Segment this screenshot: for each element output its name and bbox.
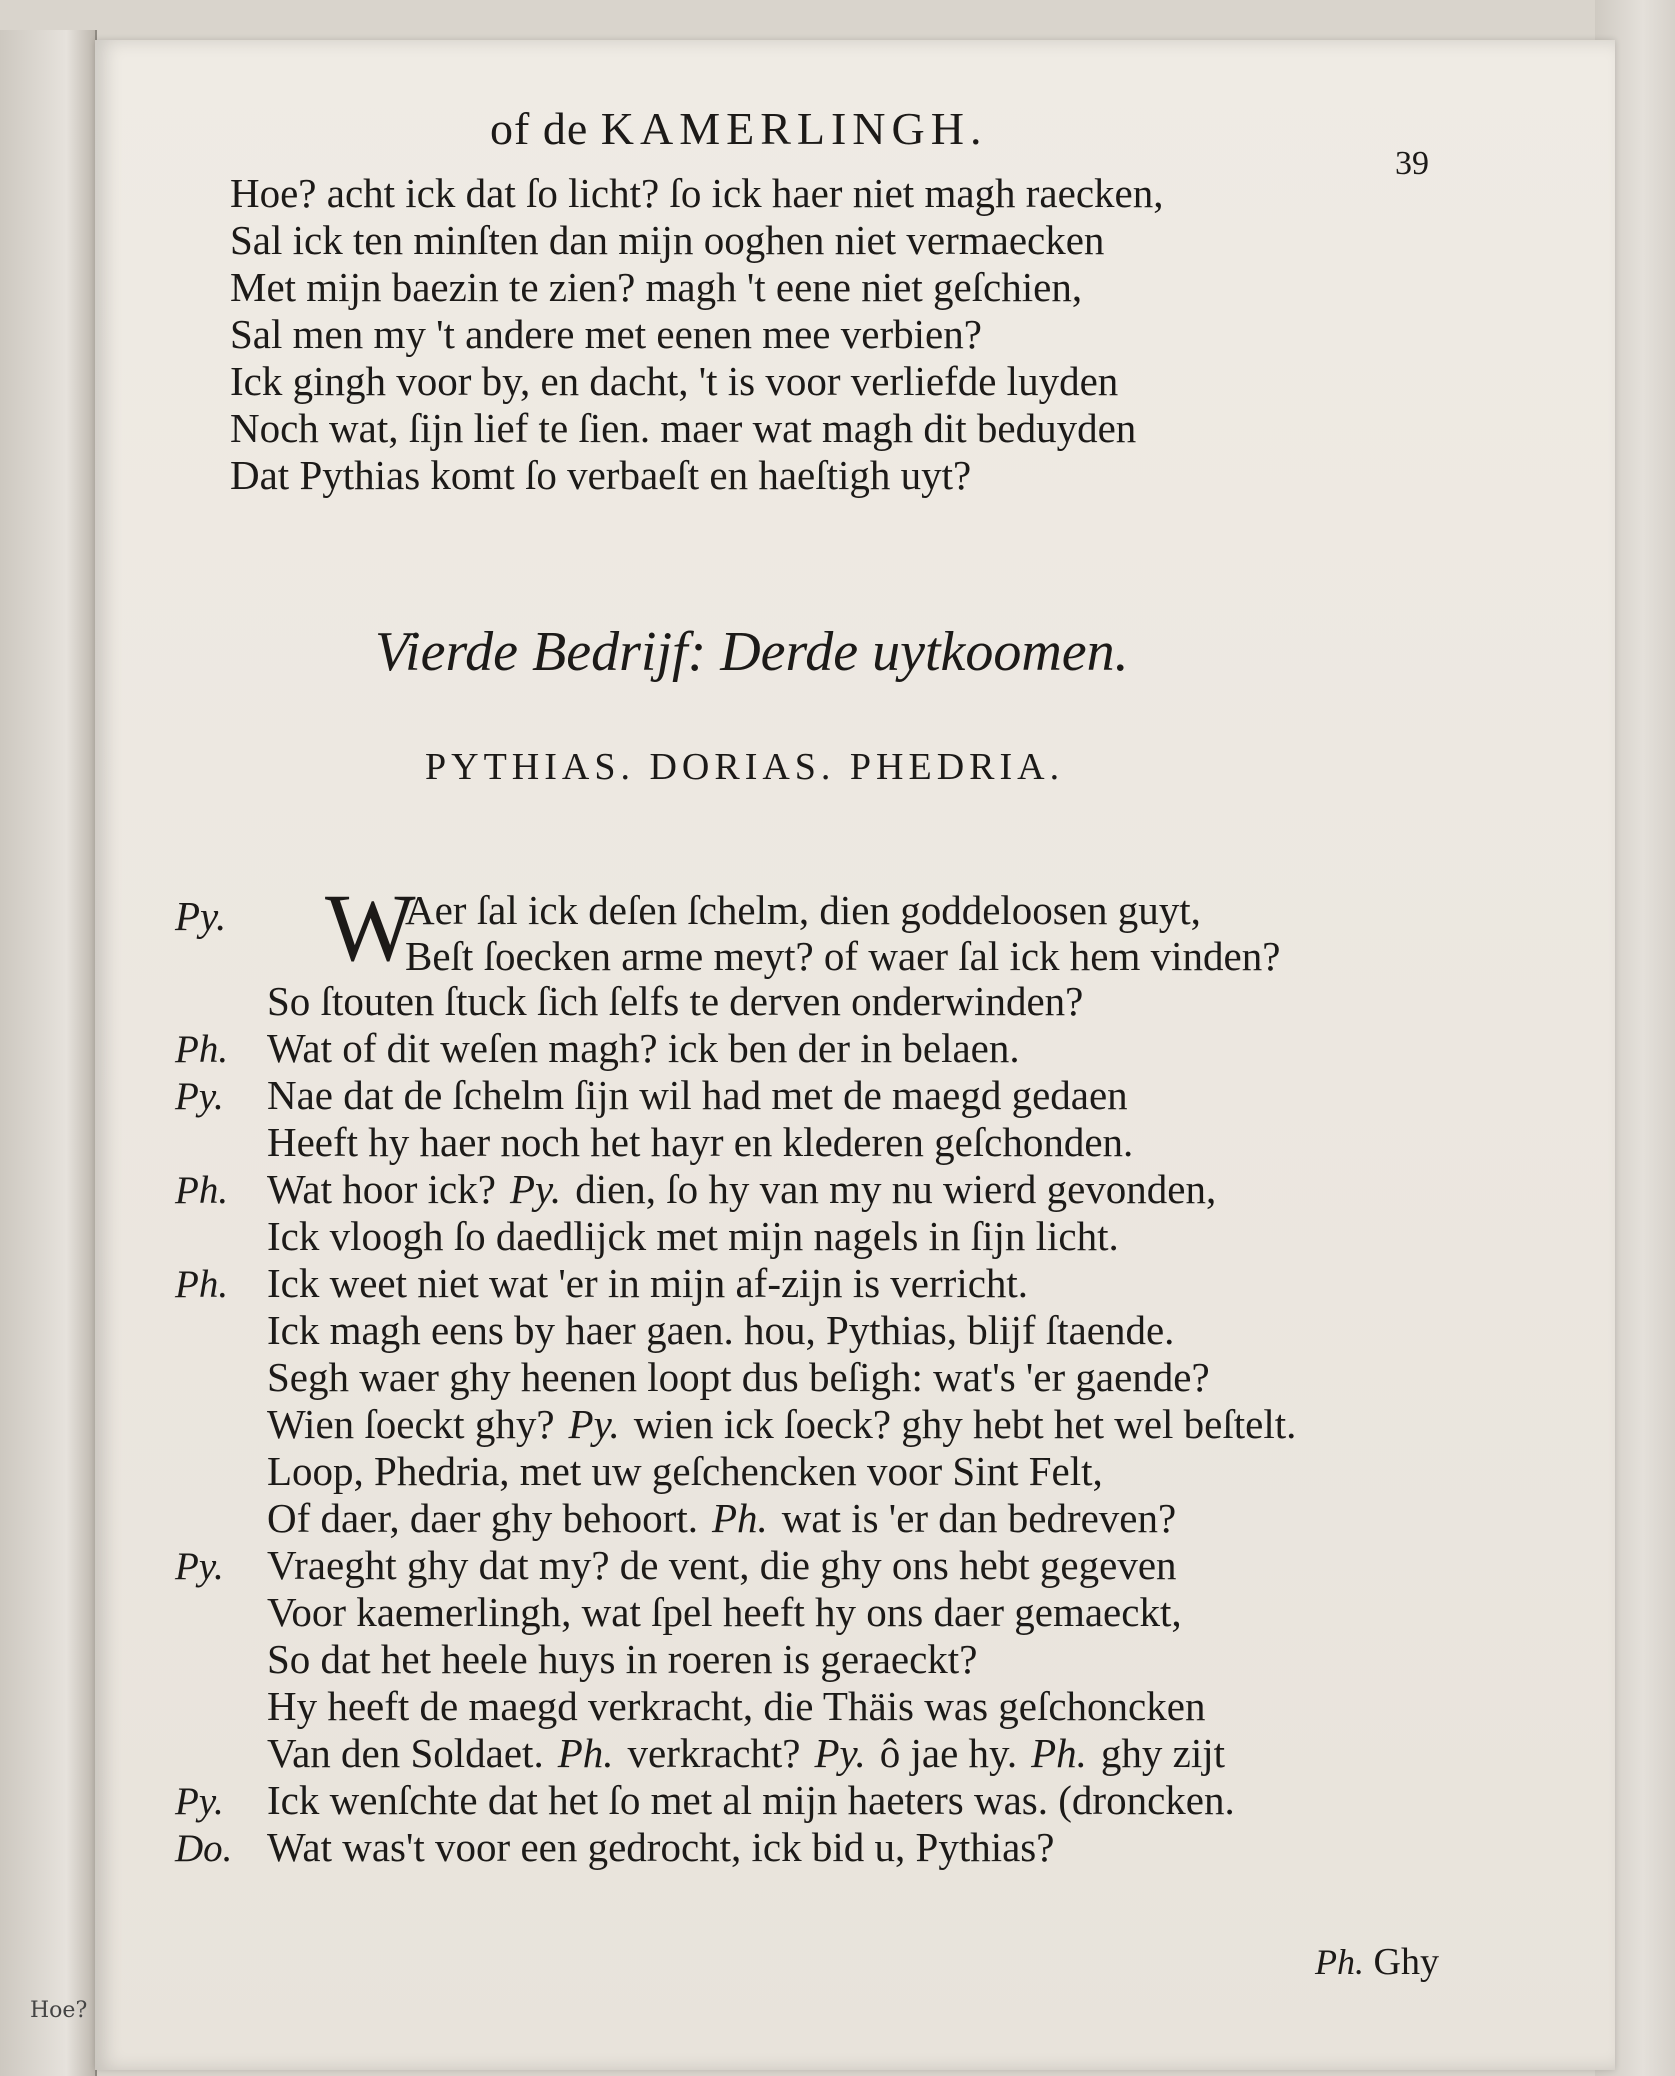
speaker-label: Ph. (175, 1169, 229, 1212)
first-speech-line-2: Beſt ſoecken arme meyt? of waer ſal ick hem vinden? (405, 933, 1281, 979)
dialogue-line (175, 1401, 1296, 1447)
dialogue-line (175, 1448, 1103, 1494)
line-text: Heeft hy haer noch het hayr en klederen geſchonden. (267, 1119, 1134, 1165)
line-text: Segh waer ghy heenen loopt dus beſigh: wat's 'er gaende? (267, 1354, 1210, 1400)
inline-speaker: Ph. (1031, 1730, 1087, 1776)
dialogue-line (175, 1307, 1174, 1353)
line-text: Loop, Phedria, met uw geſchencken voor Sint Felt, (267, 1448, 1103, 1494)
line-text: dien, ſo hy van my nu wierd gevonden, (575, 1166, 1217, 1212)
dialogue-line (175, 1683, 1205, 1729)
line-text: So ſtouten ſtuck ſich ſelfs te derven onderwinden? (267, 978, 1084, 1024)
dialogue-line (175, 1730, 1225, 1776)
inline-speaker: Ph. (557, 1730, 614, 1776)
line-text: Wat of dit weſen magh? ick ben der in belaen. (267, 1025, 1020, 1071)
speaker-label: Py. (175, 1075, 224, 1118)
dialogue-line (175, 1354, 1210, 1400)
inline-speaker: Ph. (711, 1495, 768, 1541)
dialogue-line (175, 1589, 1182, 1635)
line-text: Of daer, daer ghy behoort. (267, 1495, 698, 1541)
dialogue-line (175, 1072, 1128, 1120)
running-head-prefix: of de (490, 103, 601, 154)
dialogue-line (175, 1025, 1020, 1073)
catchword (1315, 1940, 1439, 1984)
running-head (490, 102, 987, 155)
catchword-speaker: Ph. (1315, 1942, 1364, 1982)
first-speech-line-1: Aer ſal ick deſen ſchelm, dien goddeloosen guyt, (405, 887, 1201, 933)
line-text: wien ick ſoeck? ghy hebt het wel beſtelt. (633, 1401, 1297, 1447)
dialogue-line (175, 1166, 1216, 1214)
verse-line: Noch wat, ſijn lief te ſien. maer wat magh dit beduyden (230, 405, 1137, 451)
dialogue-line (175, 1260, 1028, 1308)
line-text: (droncken. (1048, 1777, 1235, 1823)
verse-line: Dat Pythias komt ſo verbaeſt en haeſtigh uyt? (230, 452, 972, 498)
inline-speaker: Py. (814, 1730, 866, 1776)
dialogue-line (175, 1542, 1177, 1590)
dialogue-line (175, 1119, 1133, 1165)
line-text: ô jae hy. (879, 1730, 1018, 1776)
cast-list: PYTHIAS. DORIAS. PHEDRIA. (425, 746, 1065, 788)
verse-line: Ick gingh voor by, en dacht, 't is voor verliefde luyden (230, 358, 1119, 404)
inline-speaker: Py. (568, 1401, 620, 1447)
dialogue-line (175, 978, 1083, 1024)
line-text: Hy heeft de maegd verkracht, die Thäis was geſchoncken (267, 1683, 1206, 1729)
line-text: Voor kaemerlingh, wat ſpel heeft hy ons daer gemaeckt, (267, 1589, 1182, 1635)
line-text: Ick wenſchte dat het ſo met al mijn haeters was. (267, 1777, 1049, 1823)
drop-cap: W (325, 874, 416, 981)
line-text: So dat het heele huys in roeren is geraeckt? (267, 1636, 978, 1682)
line-text: wat is 'er dan bedreven? (781, 1495, 1177, 1541)
facing-page-fragment: Hoe? (30, 1998, 88, 2023)
facing-page-edge (0, 30, 97, 2076)
dialogue-line (175, 1495, 1176, 1541)
line-text: Vraeght ghy dat my? de vent, die ghy ons hebt gegeven (267, 1542, 1177, 1588)
verse-line: Sal ick ten minſten dan mijn ooghen niet vermaecken (230, 217, 1105, 263)
dialogue-line (175, 1213, 1119, 1259)
line-text: Ick magh eens by haer gaen. hou, Pythias, blijf ſtaende. (267, 1307, 1175, 1353)
line-text: Van den Soldaet. (267, 1730, 544, 1776)
running-head-title: KAMERLINGH. (600, 103, 988, 154)
speaker-label: Py. (175, 1780, 224, 1823)
dialogue-line (175, 1777, 1235, 1825)
line-text: Ick weet niet wat 'er in mijn af-zijn is verricht. (267, 1260, 1029, 1306)
page-number: 39 (1395, 145, 1429, 182)
first-speaker: Py. (175, 893, 227, 939)
dialogue-line (175, 1636, 977, 1682)
line-text: Ick vloogh ſo daedlijck met mijn nagels in ſijn licht. (267, 1213, 1119, 1259)
line-text: Wien ſoeckt ghy? (267, 1401, 555, 1447)
inline-speaker: Py. (509, 1166, 562, 1212)
speaker-label: Do. (175, 1827, 233, 1870)
book-page (95, 40, 1615, 2070)
act-heading: Vierde Bedrijf: Derde uytkoomen. (375, 621, 1129, 683)
line-text: verkracht? (627, 1730, 801, 1776)
verse-line: Hoe? acht ick dat ſo licht? ſo ick haer niet magh raecken, (230, 170, 1164, 216)
line-text: Wat hoor ick? (267, 1166, 496, 1212)
verse-line: Sal men my 't andere met eenen mee verbien? (230, 311, 982, 357)
line-text: Wat was't voor een gedrocht, ick bid u, Pythias? (267, 1824, 1055, 1870)
dialogue-line (175, 1824, 1054, 1872)
verse-line: Met mijn baezin te zien? magh 't eene niet geſchien, (230, 264, 1083, 310)
speaker-label: Py. (175, 1545, 224, 1588)
speaker-label: Ph. (175, 1028, 229, 1071)
catchword-word: Ghy (1373, 1941, 1439, 1983)
speaker-label: Ph. (175, 1263, 229, 1306)
line-text: Nae dat de ſchelm ſijn wil had met de maegd gedaen (267, 1072, 1128, 1118)
line-text: ghy zijt (1100, 1730, 1226, 1776)
